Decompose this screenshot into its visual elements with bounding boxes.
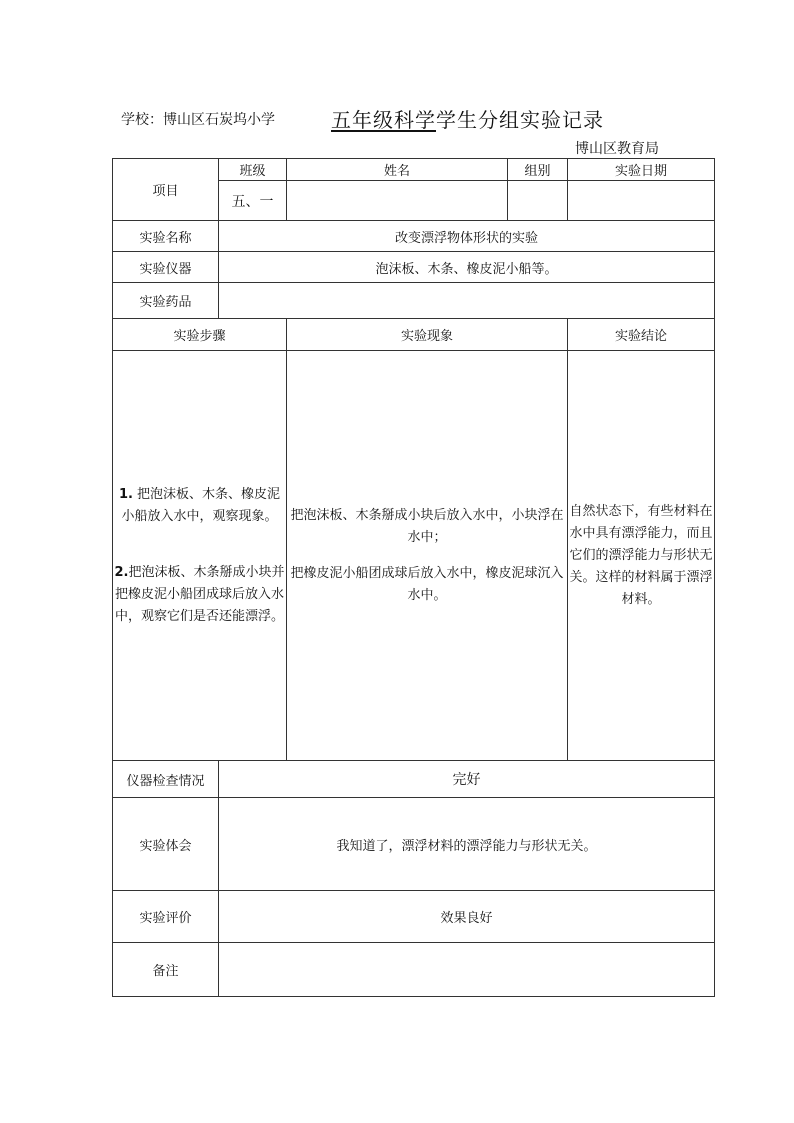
table-row — [113, 943, 715, 997]
title-record-type: 学生分组实验记录 — [436, 108, 604, 132]
table-row — [113, 221, 715, 252]
exp-name-value[interactable]: 改变漂浮物体形状的实验 — [219, 221, 715, 252]
date-value[interactable] — [568, 181, 715, 221]
document-title — [331, 104, 604, 133]
date-header: 实验日期 — [568, 159, 715, 181]
step-1-number: 1. — [118, 486, 133, 502]
title-grade-subject: 五年级科学 — [331, 108, 436, 132]
notes-label: 备注 — [113, 943, 219, 997]
experiment-record-table — [112, 158, 715, 997]
check-value[interactable]: 完好 — [219, 761, 715, 798]
steps-cell[interactable] — [113, 351, 287, 761]
group-header: 组别 — [508, 159, 568, 181]
school-name: 学校：博山区石炭坞小学 — [121, 112, 275, 128]
evaluation-label: 实验评价 — [113, 891, 219, 943]
phenomenon-2: 把橡皮泥小船团成球后放入水中，橡皮泥球沉入水中。 — [290, 565, 564, 603]
evaluation-value[interactable]: 效果良好 — [219, 891, 715, 943]
exp-name-label: 实验名称 — [113, 221, 219, 252]
class-value[interactable]: 五、一 — [219, 181, 287, 221]
step-1 — [113, 484, 286, 528]
table-row — [113, 159, 715, 181]
instruments-label: 实验仪器 — [113, 252, 219, 283]
conclusion-header: 实验结论 — [568, 319, 715, 351]
class-header: 班级 — [219, 159, 287, 181]
chemicals-value[interactable] — [219, 283, 715, 319]
table-row — [113, 319, 715, 351]
phenomena-cell[interactable] — [287, 351, 568, 761]
phenomenon-1: 把泡沫板、木条掰成小块后放入水中，小块浮在水中； — [290, 507, 564, 545]
step-2-number: 2. — [114, 564, 129, 580]
conclusion-text: 自然状态下，有些材料在水中具有漂浮能力，而且它们的漂浮能力与形状无关。这样的材料属于漂浮材料。 — [569, 503, 713, 607]
check-label: 仪器检查情况 — [113, 761, 219, 798]
group-value[interactable] — [508, 181, 568, 221]
chemicals-label: 实验药品 — [113, 283, 219, 319]
table-row — [113, 891, 715, 943]
phenomena-header: 实验现象 — [287, 319, 568, 351]
item-label: 项目 — [113, 159, 219, 221]
step-2 — [113, 562, 286, 628]
name-header: 姓名 — [287, 159, 508, 181]
table-row — [113, 798, 715, 891]
table-row — [113, 761, 715, 798]
table-row — [113, 351, 715, 761]
education-bureau: 博山区教育局 — [575, 141, 659, 157]
conclusion-cell[interactable] — [568, 351, 715, 761]
experience-value[interactable]: 我知道了，漂浮材料的漂浮能力与形状无关。 — [219, 798, 715, 891]
steps-header: 实验步骤 — [113, 319, 287, 351]
table-row — [113, 283, 715, 319]
experience-label: 实验体会 — [113, 798, 219, 891]
notes-value[interactable] — [219, 943, 715, 997]
name-value[interactable] — [287, 181, 508, 221]
instruments-value[interactable]: 泡沫板、木条、橡皮泥小船等。 — [219, 252, 715, 283]
step-2-text: 把泡沫板、木条掰成小块并把橡皮泥小船团成球后放入水中，观察它们是否还能漂浮。 — [114, 564, 285, 624]
table-row — [113, 252, 715, 283]
step-1-text: 把泡沫板、木条、橡皮泥小船放入水中，观察现象。 — [121, 486, 281, 524]
